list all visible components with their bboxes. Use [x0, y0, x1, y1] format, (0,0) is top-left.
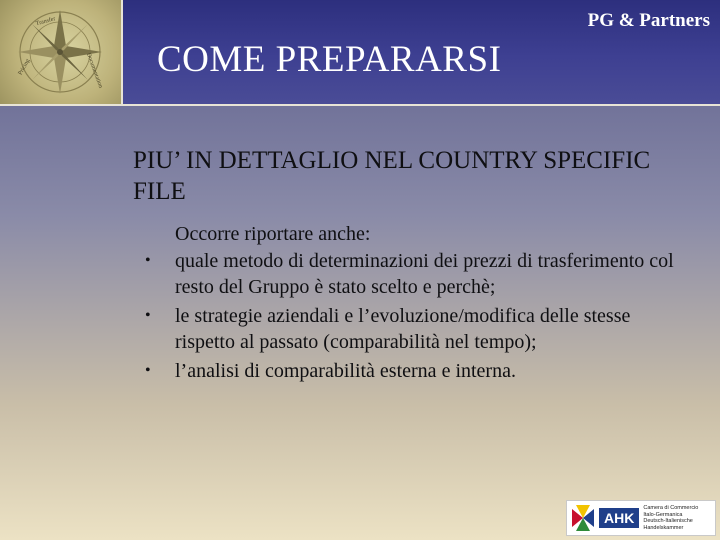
ahk-line: Italo-Germanica: [643, 511, 683, 518]
ahk-logo: [566, 500, 716, 536]
list-item: [145, 248, 695, 300]
list-item: [145, 303, 695, 355]
intro-text: Occorre riportare anche:: [175, 223, 371, 245]
compass-logo: [0, 0, 123, 104]
ahk-line: Handelskammer: [643, 524, 684, 531]
section-subtitle: PIU’ IN DETTAGLIO NEL COUNTRY SPECIFIC FILE: [133, 147, 651, 205]
header-divider: [0, 104, 720, 106]
bullet-icon: •: [145, 307, 151, 324]
bullet-text: l’analisi di comparabilità esterna e interna.: [175, 360, 516, 382]
bullet-text: quale metodo di determinazioni dei prezzi di trasferimento col resto del Gruppo è stato scelto e perchè;: [175, 250, 674, 298]
svg-text:Pricing: Pricing: [17, 58, 32, 77]
ahk-line: Deutsch-Italienische: [643, 518, 693, 524]
ahk-name: [643, 505, 698, 531]
bullet-list: [145, 248, 695, 384]
bullet-icon: •: [145, 252, 151, 269]
compass-rose-icon: [0, 0, 121, 104]
svg-text:Documentation: Documentation: [84, 52, 104, 90]
svg-text:Transfer: Transfer: [35, 16, 57, 28]
ahk-line: Camera di Commercio: [643, 505, 699, 511]
slide-body: [145, 221, 695, 387]
bullet-text: le strategie aziendali e l’evoluzione/modifica delle stesse rispetto al passato (comparabilità nel tempo);: [175, 305, 631, 353]
slide-title: COME PREPARARSI: [157, 39, 502, 80]
list-item: [145, 358, 695, 384]
bullet-icon: •: [145, 362, 151, 379]
brand-label: PG & Partners: [587, 10, 710, 31]
ahk-abbr: AHK: [599, 508, 639, 528]
ahk-emblem-icon: [570, 503, 596, 533]
